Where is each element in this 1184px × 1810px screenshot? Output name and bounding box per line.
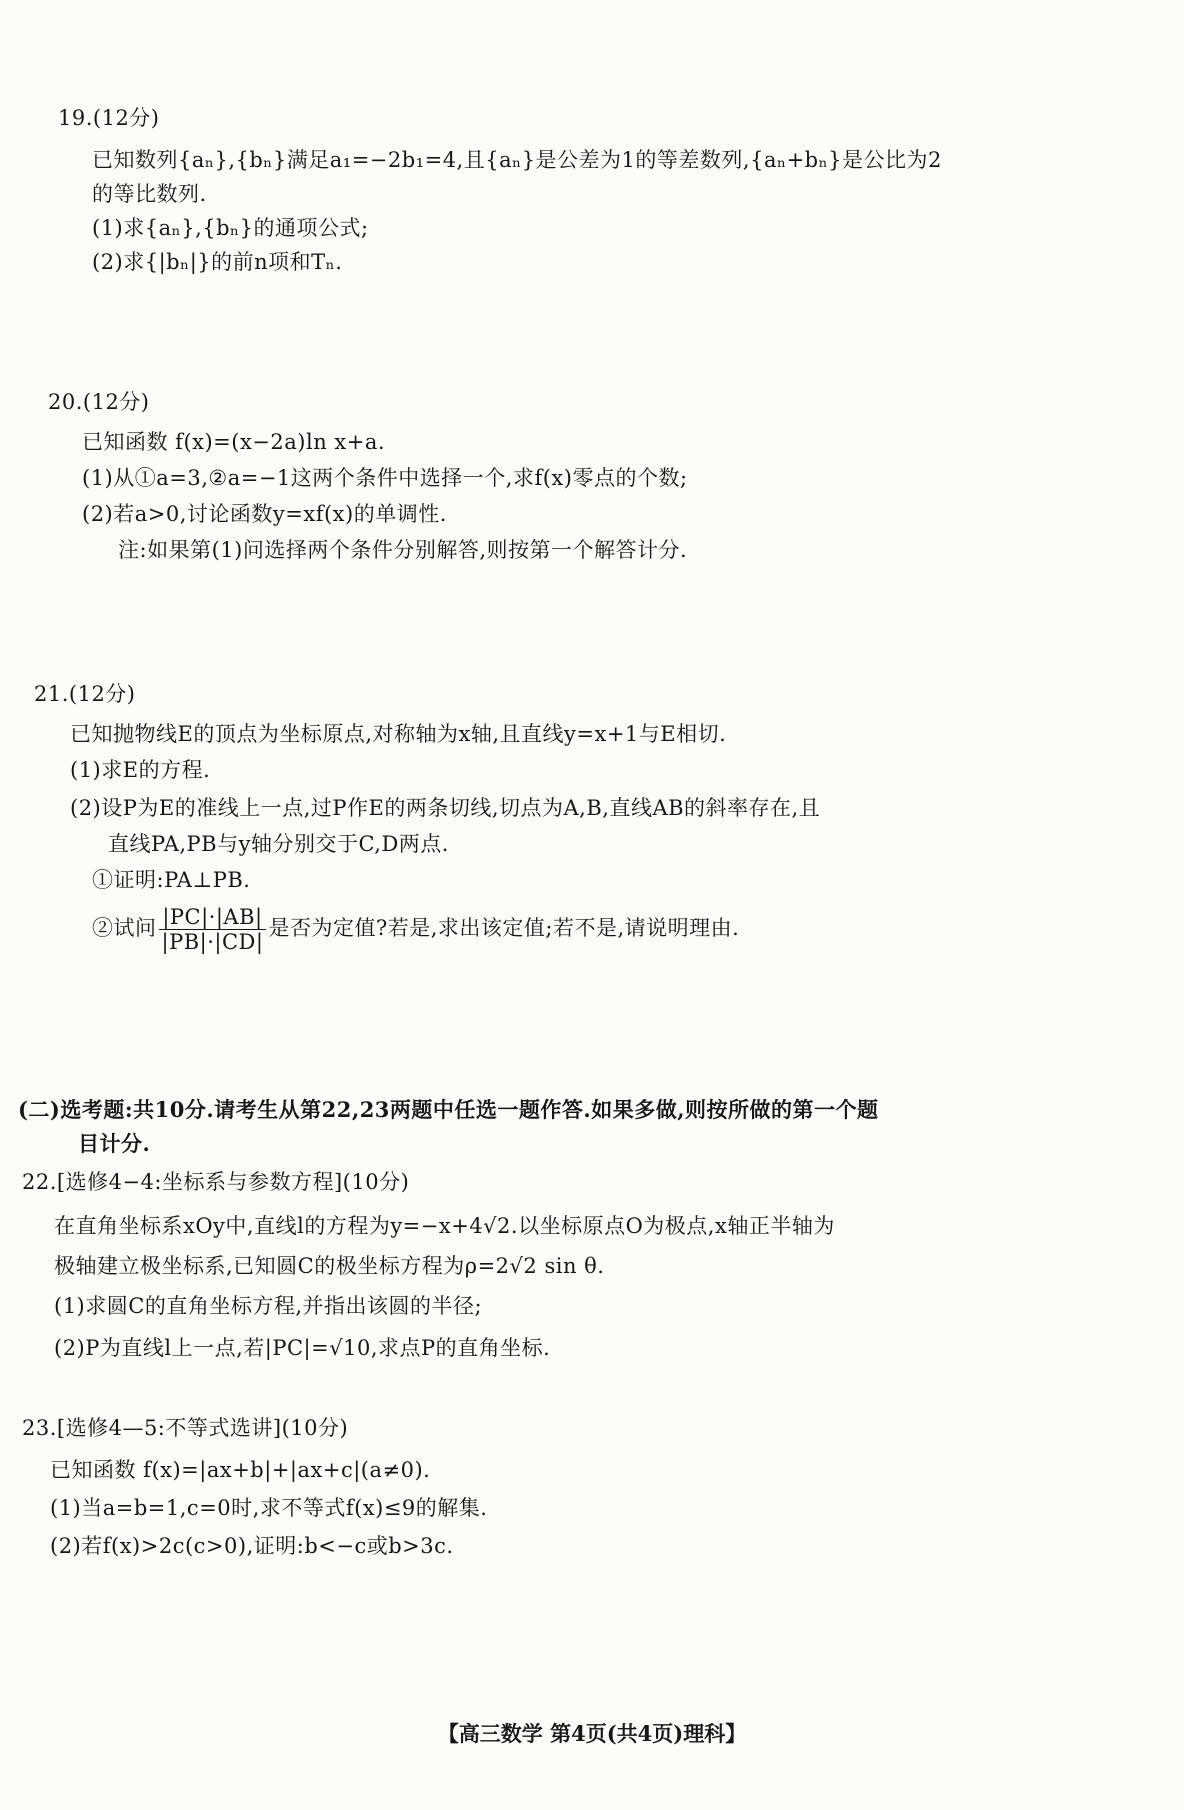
q22-part2: (2)P为直线l上一点,若|PC|=√10,求点P的直角坐标. (54, 1336, 551, 1360)
q23-header: 23.[选修4—5:不等式选讲](10分) (22, 1416, 349, 1440)
q23-part2: (2)若f(x)>2c(c>0),证明:b<−c或b>3c. (50, 1534, 454, 1558)
q21-sub1: ①证明:PA⊥PB. (92, 868, 251, 892)
q19-stem-line2: 的等比数列. (92, 182, 207, 206)
q23-part1: (1)当a=b=1,c=0时,求不等式f(x)≤9的解集. (50, 1496, 488, 1520)
q21-stem: 已知抛物线E的顶点为坐标原点,对称轴为x轴,且直线y=x+1与E相切. (70, 722, 727, 746)
q21-sub2-suffix: 是否为定值?若是,求出该定值;若不是,请说明理由. (268, 916, 740, 940)
q21-fraction (159, 905, 267, 954)
q22-part1: (1)求圆C的直角坐标方程,并指出该圆的半径; (54, 1294, 483, 1318)
page-footer: 【高三数学 第4页(共4页)理科】 (437, 1721, 747, 1746)
section2-line2: 目计分. (78, 1131, 151, 1156)
q19-stem-line1: 已知数列{aₙ},{bₙ}满足a₁=−2b₁=4,且{aₙ}是公差为1的等差数列,{aₙ+bₙ}是公比为2 (92, 148, 942, 172)
q22-header: 22.[选修4−4:坐标系与参数方程](10分) (22, 1170, 410, 1194)
q19-header: 19.(12分) (58, 106, 160, 130)
q21-sub2 (92, 904, 739, 954)
q20-stem: 已知函数 f(x)=(x−2a)ln x+a. (82, 430, 386, 454)
q20-note: 注:如果第(1)问选择两个条件分别解答,则按第一个解答计分. (118, 538, 688, 562)
q20-part1: (1)从①a=3,②a=−1这两个条件中选择一个,求f(x)零点的个数; (82, 466, 688, 490)
fraction-denominator: |PB|·|CD| (161, 930, 264, 954)
fraction-numerator: |PC|·|AB| (159, 905, 267, 930)
q21-part2-line1: (2)设P为E的准线上一点,过P作E的两条切线,切点为A,B,直线AB的斜率存在,且 (70, 796, 821, 820)
q19-part1: (1)求{aₙ},{bₙ}的通项公式; (92, 216, 369, 240)
q21-part2-line2: 直线PA,PB与y轴分别交于C,D两点. (108, 832, 449, 856)
q19-part2: (2)求{|bₙ|}的前n项和Tₙ. (92, 250, 343, 274)
q20-header: 20.(12分) (48, 390, 150, 414)
q20-part2: (2)若a>0,讨论函数y=xf(x)的单调性. (82, 502, 447, 526)
q21-header: 21.(12分) (34, 682, 136, 706)
q22-stem-line2: 极轴建立极坐标系,已知圆C的极坐标方程为ρ=2√2 sin θ. (54, 1254, 605, 1278)
q22-stem-line1: 在直角坐标系xOy中,直线l的方程为y=−x+4√2.以坐标原点O为极点,x轴正半轴为 (54, 1214, 835, 1238)
q23-stem: 已知函数 f(x)=|ax+b|+|ax+c|(a≠0). (50, 1458, 431, 1482)
q21-sub2-prefix: ②试问 (92, 916, 157, 940)
q21-part1: (1)求E的方程. (70, 758, 211, 782)
section2-line1: (二)选考题:共10分.请考生从第22,23两题中任选一题作答.如果多做,则按所做的第一个题 (18, 1097, 879, 1122)
